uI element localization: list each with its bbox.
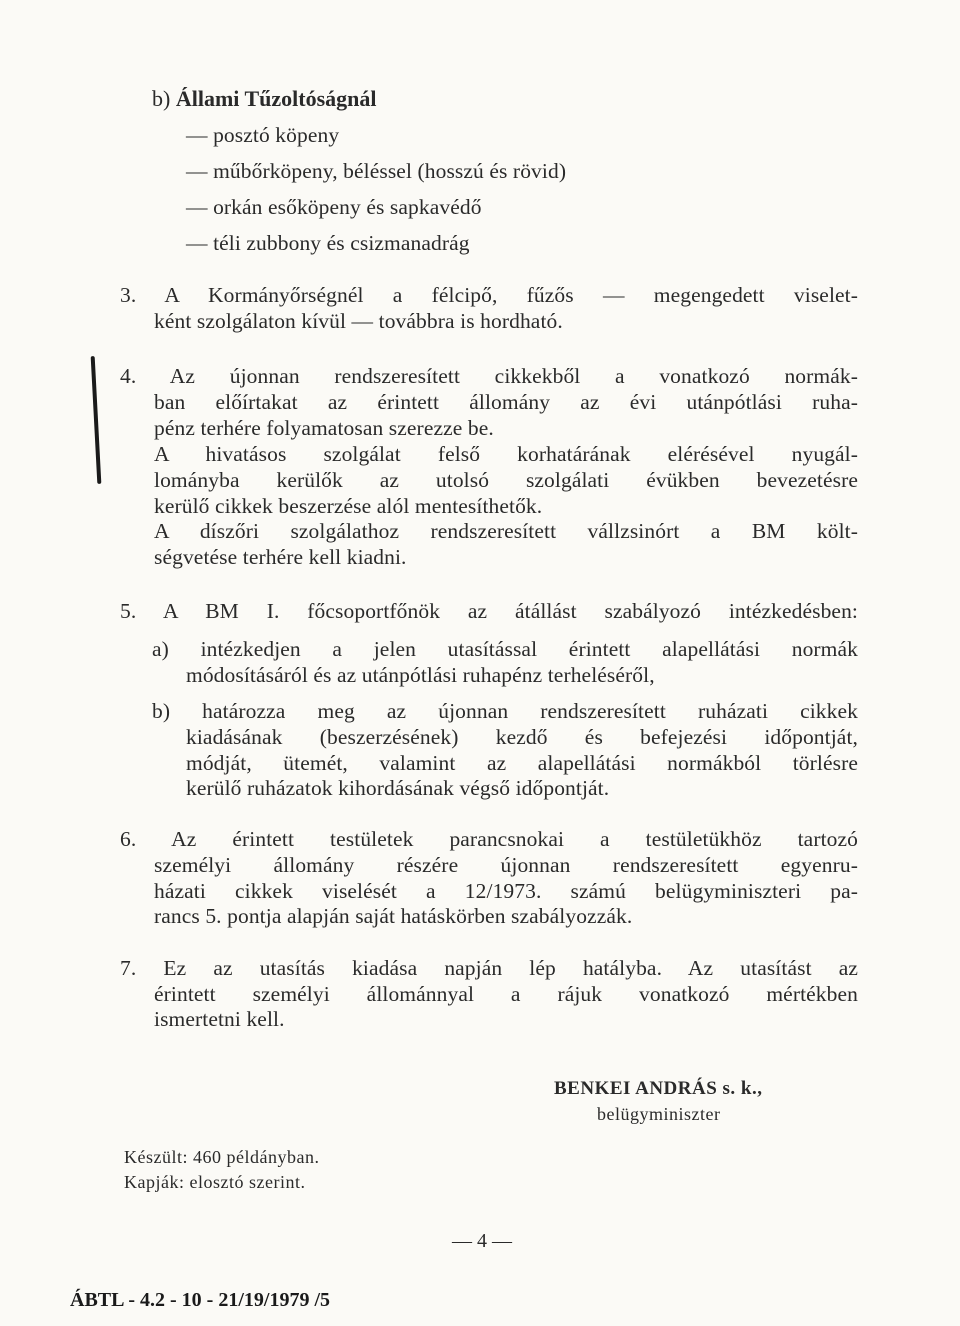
paragraph-6-line: személyi állomány részére újonnan rendszeresített egyenru-: [154, 853, 858, 877]
section-b-prefix: b): [152, 86, 176, 111]
paragraph-6-line: 6. Az érintett testületek parancsnokai a testületükhöz tartozó: [120, 827, 858, 851]
section-b-heading: [152, 86, 377, 112]
distribution-recipients: Kapják: elosztó szerint.: [124, 1172, 306, 1192]
paragraph-4-line: lományba kerülők az utolsó szolgálati évükben bevezetésre: [154, 468, 858, 492]
section-b-title: Állami Tűzoltóságnál: [175, 86, 377, 111]
signature-title: belügyminiszter: [597, 1104, 721, 1124]
page-number: — 4 —: [452, 1230, 512, 1252]
paragraph-6-line: rancs 5. pontja alapján saját hatáskörben szabályozzák.: [154, 904, 633, 928]
paragraph-5a-line: módosításáról és az utánpótlási ruhapénz terheléséről,: [186, 663, 655, 687]
paragraph-4-line: A hivatásos szolgálat felső korhatárának elérésével nyugál-: [154, 442, 858, 466]
paragraph-5b-line: kiadásának (beszerzésének) kezdő és befejezési időpontját,: [186, 725, 858, 749]
section-b-item: — műbőrköpeny, béléssel (hosszú és rövid): [186, 159, 567, 183]
paragraph-7-line: 7. Ez az utasítás kiadása napján lép hatályba. Az utasítást az: [120, 956, 858, 980]
paragraph-5b-line: b) határozza meg az újonnan rendszeresített ruházati cikkek: [152, 699, 858, 723]
signature-name: BENKEI ANDRÁS s. k.,: [554, 1078, 763, 1099]
margin-mark: [91, 356, 102, 484]
paragraph-7-line: ismertetni kell.: [154, 1007, 285, 1031]
paragraph-5b-line: módját, ütemét, valamint az alapellátási normákból törlésre: [186, 751, 858, 775]
paragraph-4-line: ségvetése terhére kell kiadni.: [154, 545, 407, 569]
paragraph-4-line: A díszőri szolgálathoz rendszeresített vállzsinórt a BM költ-: [154, 519, 858, 543]
paragraph-4-line: pénz terhére folyamatosan szerezze be.: [154, 416, 494, 440]
section-b-item: — téli zubbony és csizmanadrág: [186, 231, 470, 255]
paragraph-3-line: ként szolgálaton kívül — továbbra is hordható.: [154, 309, 563, 333]
archive-reference: ÁBTL - 4.2 - 10 - 21/19/1979 /5: [70, 1289, 331, 1311]
paragraph-5b-line: kerülő ruházatok kihordásának végső időpontját.: [186, 776, 610, 800]
paragraph-6-line: házati cikkek viselését a 12/1973. számú belügyminiszteri pa-: [154, 879, 858, 903]
paragraph-7-line: érintett személyi állománnyal a rájuk vonatkozó mértékben: [154, 982, 858, 1006]
paragraph-5-intro: 5. A BM I. főcsoportfőnök az átállást szabályozó intézkedésben:: [120, 599, 858, 623]
section-b-item: — orkán esőköpeny és sapkavédő: [186, 195, 482, 219]
paragraph-4-line: ban előírtakat az érintett állomány az évi utánpótlási ruha-: [154, 390, 858, 414]
distribution-made: Készült: 460 példányban.: [124, 1147, 320, 1167]
paragraph-4-line: kerülő cikkek beszerzése alól mentesíthetők.: [154, 494, 543, 518]
paragraph-4-line: 4. Az újonnan rendszeresített cikkekből a vonatkozó normák-: [120, 364, 858, 388]
paragraph-5a-line: a) intézkedjen a jelen utasítással érintett alapellátási normák: [152, 637, 858, 661]
section-b-item: — posztó köpeny: [186, 123, 340, 147]
paragraph-3-line: 3. A Kormányőrségnél a félcipő, fűzős — megengedett viselet-: [120, 283, 858, 307]
